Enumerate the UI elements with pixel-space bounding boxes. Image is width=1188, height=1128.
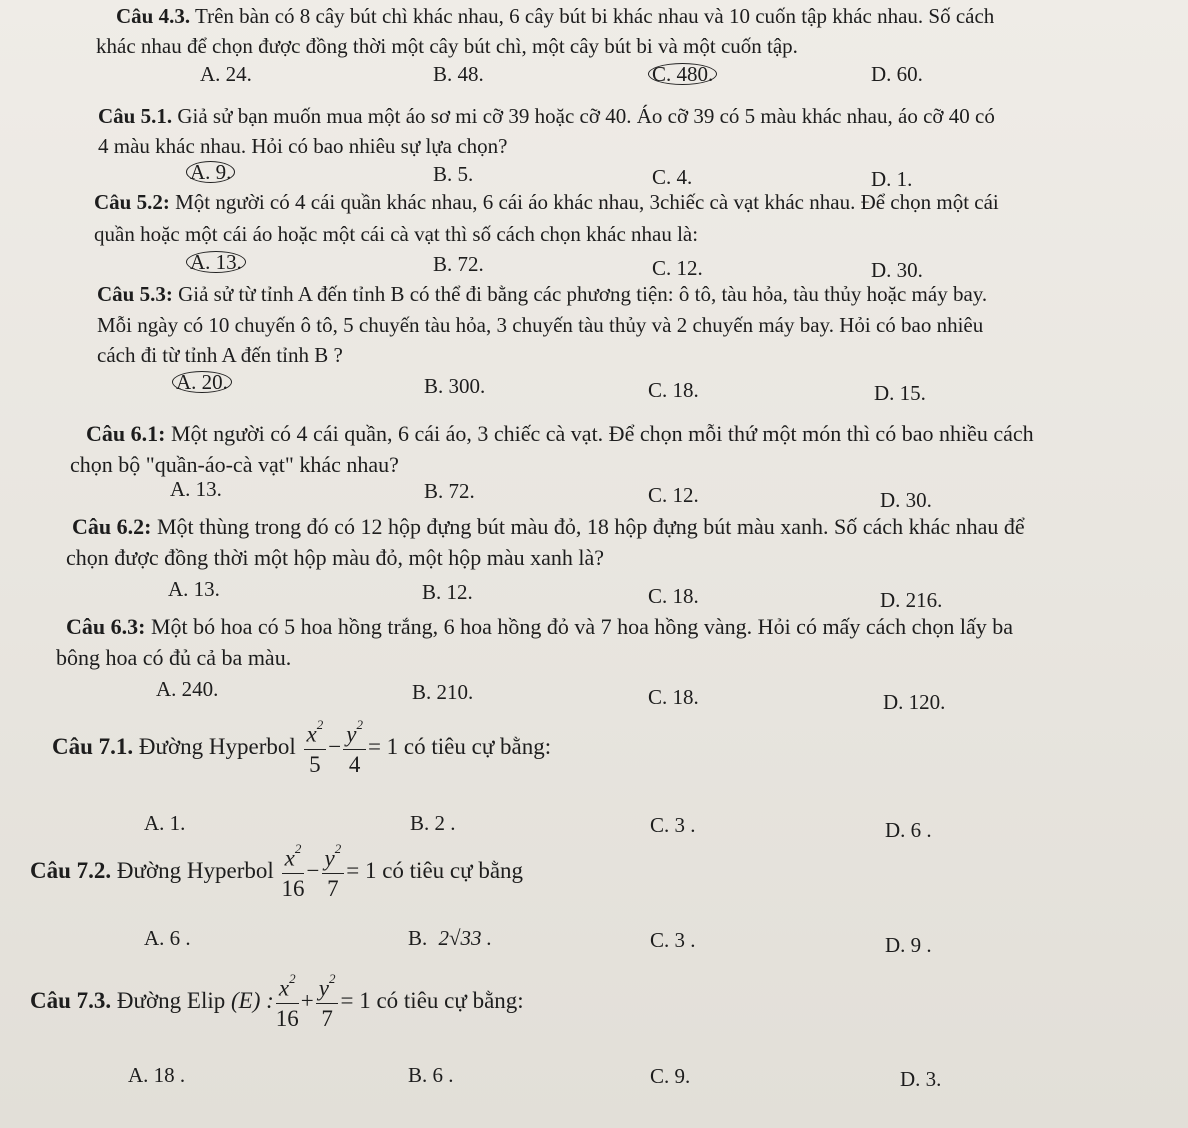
q43-text-1: Trên bàn có 8 cây bút chì khác nhau, 6 cây bút bi khác nhau và 10 cuốn tập khác nhau. Số cách	[194, 4, 995, 28]
q73-rhs: = 1	[340, 987, 371, 1013]
q51-label: Câu 5.1.	[98, 104, 173, 128]
q72-option-b-expr: 2√33 .	[438, 926, 493, 950]
q71-sup2: 2	[356, 717, 363, 732]
q71-fraction-x	[304, 716, 327, 778]
q53-line-2: Mỗi ngày có 10 chuyến ô tô, 5 chuyến tàu hỏa, 3 chuyến tàu thủy và 2 chuyến máy bay. Hỏi có bao nhiêu	[97, 313, 984, 337]
q61-line-2: chọn bộ "quần-áo-cà vạt" khác nhau?	[70, 452, 399, 477]
q53-option-a[interactable]	[176, 370, 232, 395]
q43-option-c[interactable]	[652, 62, 717, 87]
q71-op: −	[328, 733, 342, 759]
q72-rhs: = 1	[346, 857, 377, 883]
q73-sup1: 2	[289, 971, 296, 986]
q73-op: +	[300, 987, 314, 1013]
q51-option-a-text: A. 9.	[186, 161, 235, 183]
q71-option-a[interactable]: A. 1.	[144, 811, 186, 835]
q52-line-1	[94, 190, 999, 215]
q71-den1: 5	[309, 751, 321, 777]
q71-option-d[interactable]: D. 6 .	[885, 818, 932, 842]
q52-text-1: Một người có 4 cái quần khác nhau, 6 cái áo khác nhau, 3chiếc cà vạt khác nhau. Để chọn một cái	[175, 190, 999, 214]
q53-option-c[interactable]: C. 18.	[648, 378, 699, 402]
q73-option-a[interactable]: A. 18 .	[128, 1063, 186, 1087]
q61-option-d[interactable]: D. 30.	[880, 488, 932, 512]
q52-option-c[interactable]: C. 12.	[652, 256, 703, 280]
q43-option-b[interactable]: B. 48.	[433, 62, 484, 86]
q71-option-b[interactable]: B. 2 .	[410, 811, 456, 835]
q53-option-d[interactable]: D. 15.	[874, 381, 926, 405]
q62-option-d[interactable]: D. 216.	[880, 588, 943, 612]
q73-den1: 16	[275, 1005, 299, 1031]
q71-num2: y	[346, 721, 357, 747]
q71-label: Câu 7.1.	[52, 733, 134, 759]
q72-option-a[interactable]: A. 6 .	[144, 926, 191, 950]
q61-line-1	[86, 421, 1034, 447]
q52-label: Câu 5.2:	[94, 190, 170, 214]
q51-option-b[interactable]: B. 5.	[433, 162, 474, 186]
q63-line-2: bông hoa có đủ cả ba màu.	[56, 645, 292, 670]
q63-line-1	[66, 614, 1013, 640]
q72-num2: y	[324, 845, 335, 871]
q73-option-c[interactable]: C. 9.	[650, 1064, 691, 1088]
q61-option-a[interactable]: A. 13.	[170, 477, 222, 501]
q72-fraction-x	[282, 840, 305, 902]
q61-option-c[interactable]: C. 12.	[648, 483, 699, 507]
q72-sup1: 2	[294, 841, 302, 856]
q72-option-b-letter: B.	[408, 926, 428, 950]
q72-num1: x	[284, 845, 295, 871]
q51-line-2: 4 màu khác nhau. Hỏi có bao nhiêu sự lựa chọn?	[98, 134, 508, 158]
q43-option-a[interactable]: A. 24.	[200, 62, 252, 86]
q63-option-a[interactable]: A. 240.	[156, 677, 219, 701]
q73-sup2: 2	[328, 971, 336, 986]
q71-line	[52, 716, 551, 778]
q73-fraction-x	[276, 970, 299, 1032]
q73-num2: y	[318, 975, 329, 1001]
q51-text-1: Giả sử bạn muốn mua một áo sơ mi cỡ 39 hoặc cỡ 40. Áo cỡ 39 có 5 màu khác nhau, áo cỡ 40 có	[177, 104, 995, 128]
q53-line-3: cách đi từ tỉnh A đến tỉnh B ?	[97, 343, 343, 367]
q72-option-c[interactable]: C. 3 .	[650, 928, 696, 952]
q71-fraction-y	[343, 716, 366, 778]
q72-den2: 7	[327, 875, 339, 901]
q73-label: Câu 7.3.	[30, 987, 112, 1013]
q73-option-d[interactable]: D. 3.	[900, 1067, 942, 1091]
q63-option-d[interactable]: D. 120.	[883, 690, 946, 714]
q53-option-b[interactable]: B. 300.	[424, 374, 486, 398]
q53-option-a-text: A. 20.	[172, 371, 232, 393]
q51-line-1	[98, 104, 995, 129]
q72-option-b[interactable]	[408, 926, 492, 951]
q72-option-d[interactable]: D. 9 .	[885, 933, 932, 957]
q73-den2: 7	[321, 1005, 333, 1031]
q62-text-1: Một thùng trong đó có 12 hộp đựng bút màu đỏ, 18 hộp đựng bút màu xanh. Số cách khác nhau để	[156, 514, 1025, 539]
q71-sup1: 2	[316, 717, 324, 732]
q71-option-c[interactable]: C. 3 .	[650, 813, 696, 837]
q61-label: Câu 6.1:	[86, 421, 166, 446]
q43-label: Câu 4.3.	[116, 4, 191, 28]
q73-option-b[interactable]: B. 6 .	[408, 1063, 454, 1087]
q71-suffix: có tiêu cự bằng:	[403, 733, 552, 759]
q62-line-1	[72, 514, 1025, 540]
q62-option-b[interactable]: B. 12.	[422, 580, 473, 604]
q63-option-b[interactable]: B. 210.	[412, 680, 474, 704]
q62-option-a[interactable]: A. 13.	[168, 577, 220, 601]
q43-line-1	[116, 4, 994, 29]
q52-option-d[interactable]: D. 30.	[871, 258, 923, 282]
q63-text-1: Một bó hoa có 5 hoa hồng trắng, 6 hoa hồng đỏ và 7 hoa hồng vàng. Hỏi có mấy cách chọn lấy ba	[150, 614, 1014, 639]
q51-option-d[interactable]: D. 1.	[871, 167, 913, 191]
q72-label: Câu 7.2.	[30, 857, 112, 883]
q71-den2: 4	[348, 751, 361, 777]
q62-label: Câu 6.2:	[72, 514, 152, 539]
q61-text-1: Một người có 4 cái quần, 6 cái áo, 3 chiếc cà vạt. Để chọn mỗi thứ một món thì có bao nhiều cách	[170, 421, 1034, 446]
q43-option-c-text: C. 480.	[648, 63, 717, 85]
q51-option-a[interactable]	[190, 160, 235, 185]
q73-ename: (E) :	[230, 987, 274, 1013]
q52-option-b[interactable]: B. 72.	[433, 252, 484, 276]
q72-line	[30, 840, 523, 902]
q62-option-c[interactable]: C. 18.	[648, 584, 699, 608]
q62-line-2: chọn được đồng thời một hộp màu đỏ, một hộp màu xanh là?	[66, 545, 605, 570]
q72-den1: 16	[281, 875, 305, 901]
q72-fraction-y	[322, 840, 345, 902]
q43-option-d[interactable]: D. 60.	[871, 62, 923, 86]
q63-label: Câu 6.3:	[66, 614, 146, 639]
q73-fraction-y	[316, 970, 339, 1032]
q53-line-1	[97, 282, 987, 307]
q53-text-1: Giả sử từ tỉnh A đến tỉnh B có thể đi bằng các phương tiện: ô tô, tàu hỏa, tàu thủy hoặc máy bay.	[178, 282, 988, 306]
q52-option-a[interactable]	[190, 250, 246, 275]
q71-prefix: Đường Hyperbol	[138, 733, 296, 759]
q43-line-2: khác nhau để chọn được đồng thời một cây bút chì, một cây bút bi và một cuốn tập.	[96, 34, 798, 58]
q63-option-c[interactable]: C. 18.	[648, 685, 699, 709]
q73-num1: x	[278, 975, 290, 1001]
q71-num1: x	[306, 721, 317, 747]
q72-sup2: 2	[334, 841, 342, 856]
q53-label: Câu 5.3:	[97, 282, 173, 306]
q72-prefix: Đường Hyperbol	[116, 857, 274, 883]
q72-op: −	[306, 857, 320, 883]
q73-prefix: Đường Elip	[116, 987, 226, 1013]
q71-rhs: = 1	[367, 733, 399, 759]
q73-suffix: có tiêu cự bằng:	[376, 987, 524, 1013]
q73-line	[30, 970, 524, 1032]
q61-option-b[interactable]: B. 72.	[424, 479, 475, 503]
q51-option-c[interactable]: C. 4.	[652, 165, 693, 189]
q52-option-a-text: A. 13.	[186, 251, 246, 273]
q52-line-2: quần hoặc một cái áo hoặc một cái cà vạt thì số cách chọn khác nhau là:	[94, 222, 699, 246]
q72-suffix: có tiêu cự bằng	[382, 857, 524, 883]
